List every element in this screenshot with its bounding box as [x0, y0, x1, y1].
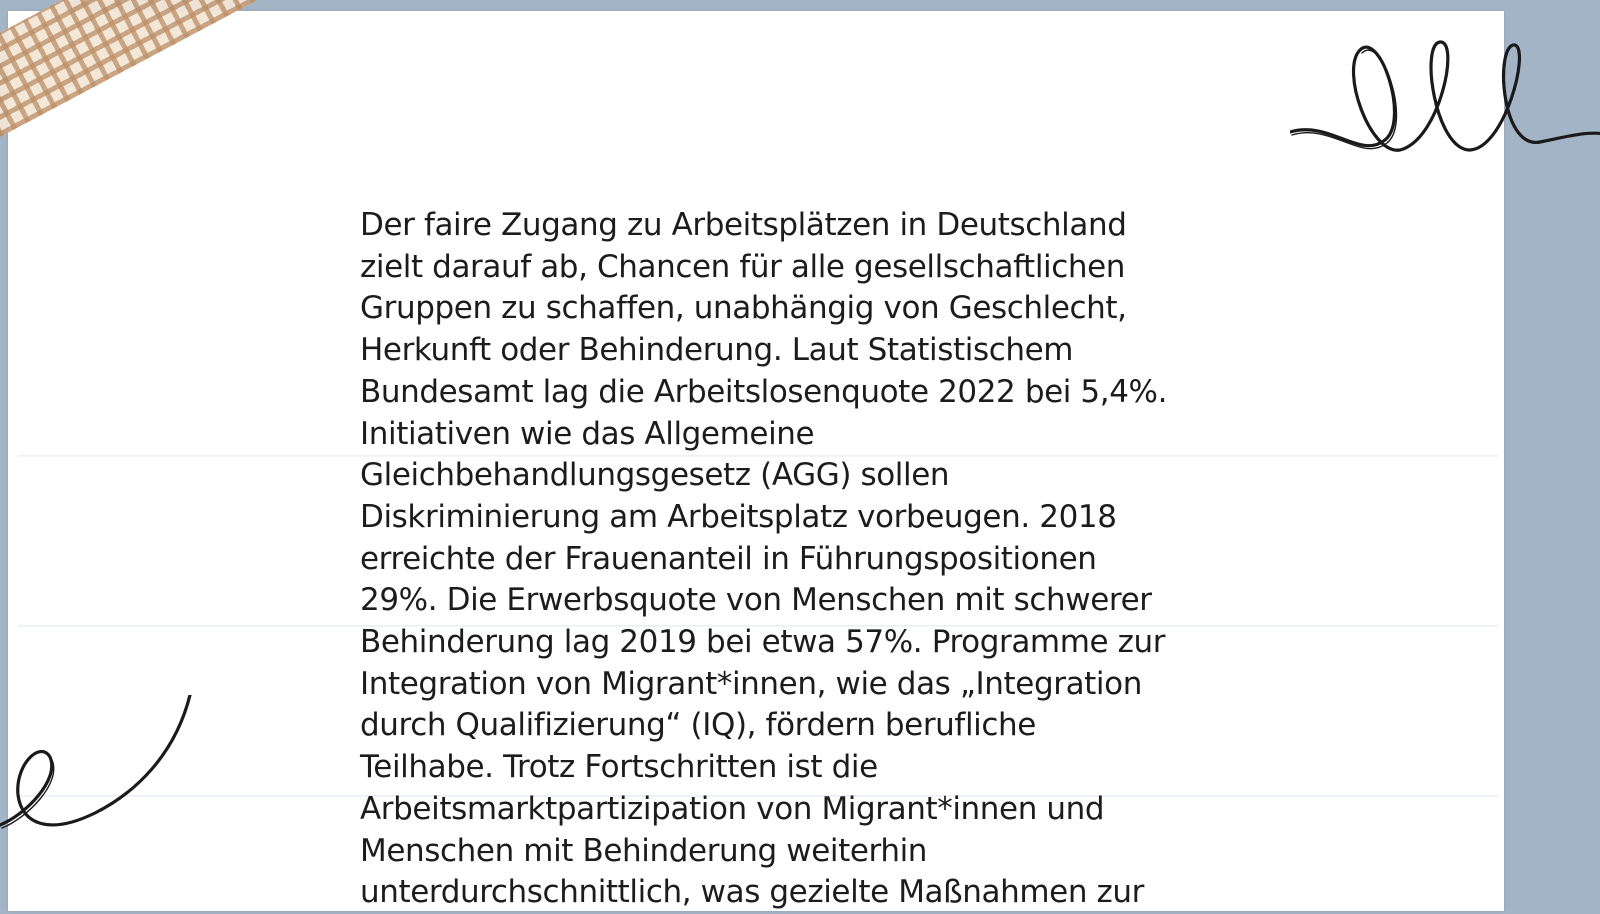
body-line: Gleichbehandlungsgesetz (AGG) sollen — [360, 457, 950, 494]
body-line: Bundesamt lag die Arbeitslosenquote 2022 bei 5,4%. — [360, 373, 1168, 410]
body-line: zielt darauf ab, Chancen für alle gesellschaftlichen — [360, 248, 1126, 285]
loop-squiggle-icon — [1290, 30, 1600, 170]
body-line: Integration von Migrant*innen, wie das „Integration — [360, 665, 1142, 702]
body-line: Behinderung lag 2019 bei etwa 57%. Programme zur — [360, 624, 1166, 661]
body-line: erreichte der Frauenanteil in Führungspositionen — [360, 540, 1097, 577]
body-line: Gruppen zu schaffen, unabhängig von Geschlecht, — [360, 290, 1127, 327]
body-line: Arbeitsmarktpartizipation von Migrant*innen und — [360, 790, 1105, 827]
body-line: durch Qualifizierung“ (IQ), fördern berufliche — [360, 707, 1036, 744]
body-line: Menschen mit Behinderung weiterhin — [360, 832, 928, 869]
body-line: Herkunft oder Behinderung. Laut Statistischem — [360, 332, 1074, 369]
body-line: 29%. Die Erwerbsquote von Menschen mit schwerer — [360, 582, 1152, 619]
check-swirl-icon — [0, 695, 200, 855]
document-body-text — [360, 205, 1240, 914]
body-line: Teilhabe. Trotz Fortschritten ist die — [360, 749, 878, 786]
body-line: Der faire Zugang zu Arbeitsplätzen in Deutschland — [360, 207, 1127, 243]
body-line: unterdurchschnittlich, was gezielte Maßnahmen zur — [360, 874, 1144, 911]
body-line: Initiativen wie das Allgemeine — [360, 415, 815, 452]
body-line: Diskriminierung am Arbeitsplatz vorbeugen. 2018 — [360, 498, 1117, 535]
